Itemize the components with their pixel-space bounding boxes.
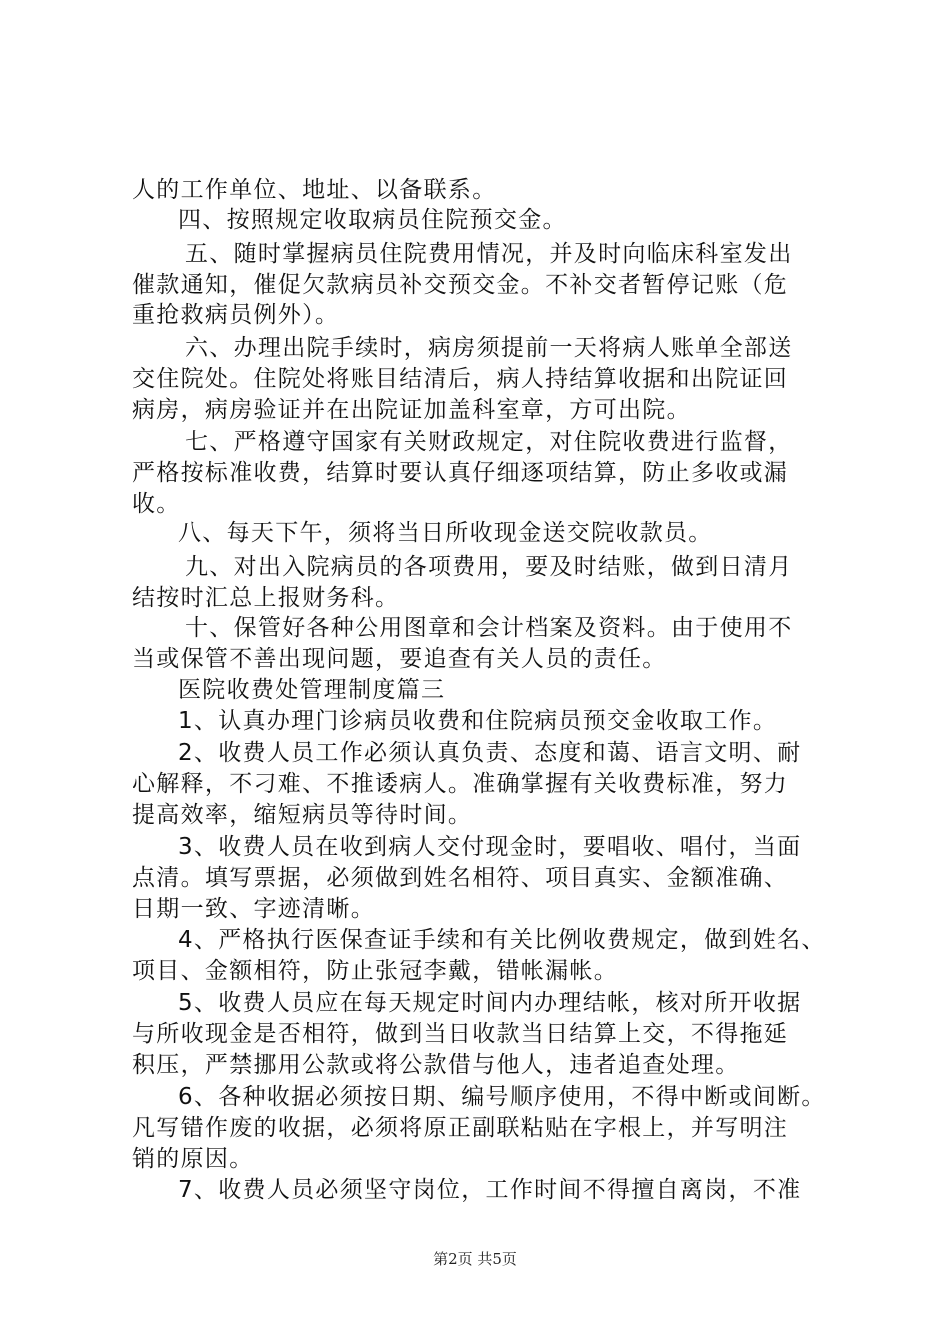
text-line: 结按时汇总上报财务科。 <box>132 585 400 611</box>
text-line: 与所收现金是否相符，做到当日收款当日结算上交，不得拖延 <box>132 1021 789 1047</box>
section-heading: 医院收费处管理制度篇三 <box>178 677 446 703</box>
text-line: 十、保管好各种公用图章和会计档案及资料。由于使用不 <box>185 615 793 641</box>
text-line: 重抢救病员例外）。 <box>132 302 340 328</box>
text-line: 交住院处。住院处将账目结清后，病人持结算收据和出院证回 <box>132 366 789 392</box>
text-line: 六、办理出院手续时，病房须提前一天将病人账单全部送 <box>185 335 793 361</box>
text-line: 四、按照规定收取病员住院预交金。 <box>178 207 567 233</box>
text-line: 七、严格遵守国家有关财政规定，对住院收费进行监督， <box>185 429 793 455</box>
text-line: 销的原因。 <box>132 1146 254 1172</box>
page-footer: 第2页 共5页 <box>433 1250 517 1268</box>
text-line: 心解释，不刁难、不推诿病人。准确掌握有关收费标准，努力 <box>132 771 789 797</box>
text-line: 病房，病房验证并在出院证加盖科室章，方可出院。 <box>132 397 691 423</box>
text-line: 5、收费人员应在每天规定时间内办理结帐，核对所开收据 <box>178 990 802 1016</box>
text-line: 收。 <box>132 491 181 517</box>
text-line: 当或保管不善出现问题，要追查有关人员的责任。 <box>132 646 667 672</box>
text-line: 人的工作单位、地址、以备联系。 <box>132 177 497 203</box>
text-line: 4、严格执行医保查证手续和有关比例收费规定，做到姓名、 <box>178 927 826 953</box>
text-line: 八、每天下午，须将当日所收现金送交院收款员。 <box>178 520 713 546</box>
text-line: 1、认真办理门诊病员收费和住院病员预交金收取工作。 <box>178 708 778 734</box>
text-line: 催款通知，催促欠款病员补交预交金。不补交者暂停记账（危 <box>132 272 789 298</box>
text-line: 提高效率，缩短病员等待时间。 <box>132 802 473 828</box>
text-line: 7、收费人员必须坚守岗位，工作时间不得擅自离岗，不准 <box>178 1177 802 1203</box>
text-line: 九、对出入院病员的各项费用，要及时结账，做到日清月 <box>185 554 793 580</box>
text-line: 6、各种收据必须按日期、编号顺序使用，不得中断或间断。 <box>178 1084 826 1110</box>
text-line: 凡写错作废的收据，必须将原正副联粘贴在字根上，并写明注 <box>132 1115 789 1141</box>
text-line: 严格按标准收费，结算时要认真仔细逐项结算，防止多收或漏 <box>132 460 789 486</box>
text-line: 3、收费人员在收到病人交付现金时，要唱收、唱付，当面 <box>178 834 802 860</box>
text-line: 五、随时掌握病员住院费用情况，并及时向临床科室发出 <box>185 241 793 267</box>
text-line: 日期一致、字迹清晰。 <box>132 896 375 922</box>
text-line: 积压，严禁挪用公款或将公款借与他人，违者追查处理。 <box>132 1052 740 1078</box>
text-line: 2、收费人员工作必须认真负责、态度和蔼、语言文明、耐 <box>178 740 802 766</box>
text-line: 项目、金额相符，防止张冠李戴，错帐漏帐。 <box>132 958 618 984</box>
text-line: 点清。填写票据，必须做到姓名相符、项目真实、金额准确、 <box>132 865 789 891</box>
